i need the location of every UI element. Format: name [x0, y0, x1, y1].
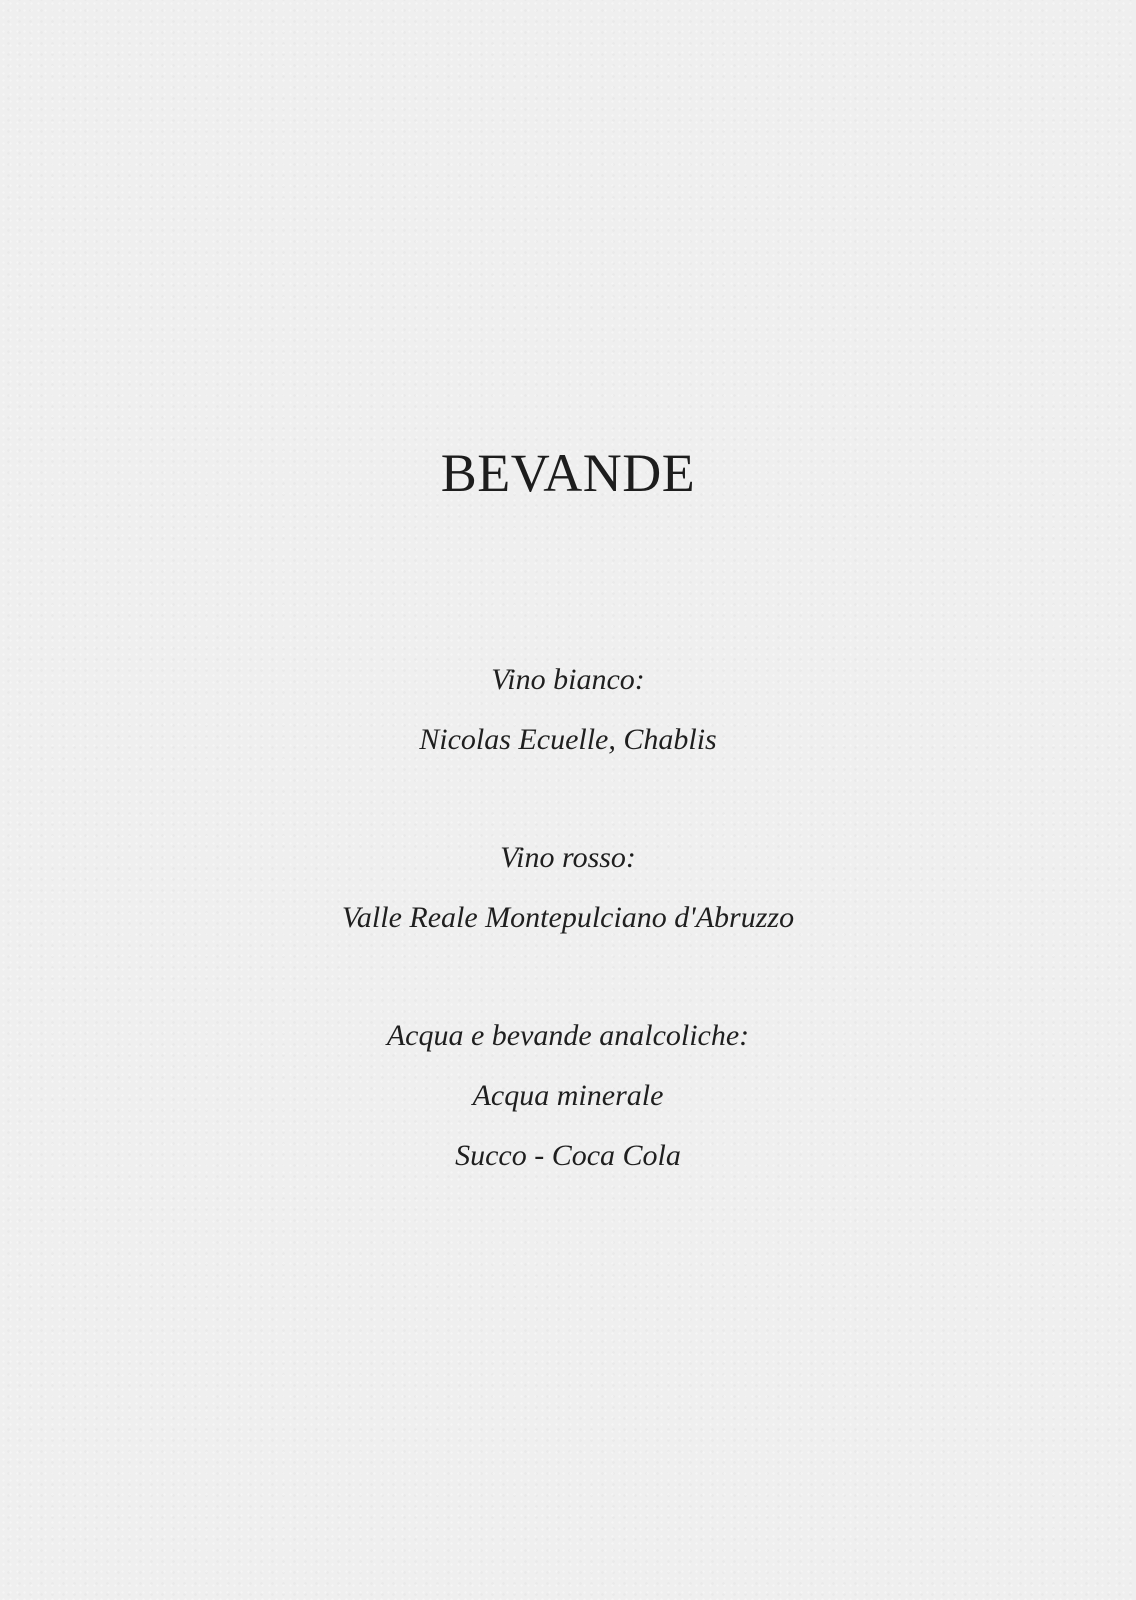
menu-item-mineral-water: Acqua minerale	[472, 1079, 664, 1112]
section-heading-white-wine: Vino bianco:	[491, 663, 645, 696]
section-heading-soft-drinks: Acqua e bevande analcoliche:	[386, 1019, 750, 1052]
menu-item-red-wine: Valle Reale Montepulciano d'Abruzzo	[341, 901, 795, 934]
section-heading-red-wine: Vino rosso:	[500, 841, 636, 874]
page-title: BEVANDE	[440, 443, 696, 503]
menu-item-juice-cola: Succo - Coca Cola	[455, 1139, 681, 1172]
menu-item-white-wine: Nicolas Ecuelle, Chablis	[419, 723, 717, 756]
